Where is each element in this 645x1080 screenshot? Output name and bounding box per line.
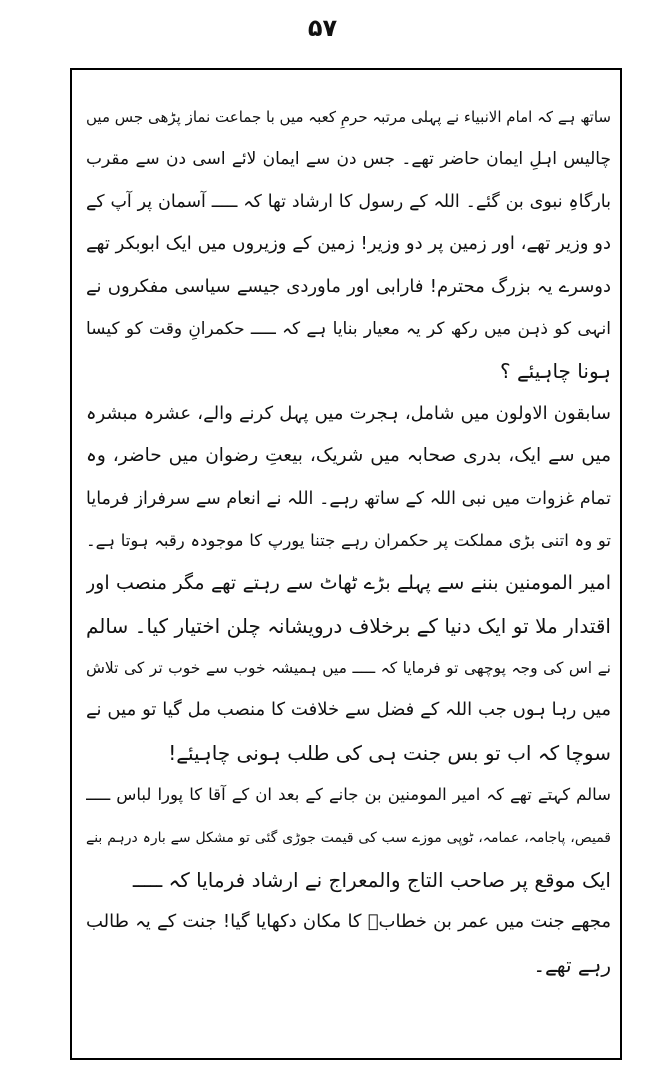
text-line-4: دو وزیر تھے، اور زمین پر دو وزیر! زمین کے وزیروں میں ایک ابوبکر تھے xyxy=(86,233,611,255)
text-line-12: امیر المومنین بننے سے پہلے بڑے ٹھاٹ سے رہتے تھے مگر منصب اور xyxy=(86,572,611,595)
text-line-16: سوچا کہ اب تو بس جنت ہی کی طلب ہونی چاہیئے! xyxy=(168,740,611,765)
text-line-10: تمام غزوات میں نبی اللہ کے ساتھ رہے۔ اللہ نے انعام سے سرفراز فرمایا xyxy=(86,488,611,509)
text-line-3: بارگاہِ نبوی بن گئے۔ اللہ کے رسول کا ارشاد تھا کہ ـــــ آسمان پر آپ کے xyxy=(86,191,611,212)
text-line-19: ایک موقع پر صاحب التاج والمعراج نے ارشاد فرمایا کہ ـــــ xyxy=(132,868,611,893)
text-line-1: ساتھ ہے کہ امام الانبیاء نے پہلی مرتبہ حرمِ کعبہ میں با جماعت نماز پڑھی جس میں xyxy=(86,108,611,126)
body-text xyxy=(86,96,611,986)
text-line-17: سالم کہتے تھے کہ امیر المومنین بن جانے کے بعد ان کے آقا کا پورا لباس ـــــ xyxy=(86,785,611,805)
text-line-18: قمیص، پاجامہ، عمامہ، ٹوپی موزے سب کی قیمت جوڑی گئی تو مشکل سے بارہ درہم بنے xyxy=(86,829,611,846)
text-line-20: مجھے جنت میں عمر بن خطابؓ کا مکان دکھایا گیا! جنت کے یہ طالب xyxy=(86,911,611,933)
text-line-13: اقتدار ملا تو ایک دنیا کے برخلاف درویشانہ چلن اختیار کیا۔ سالم xyxy=(86,613,611,638)
text-line-21: رہے تھے۔ xyxy=(533,952,611,977)
text-line-14: نے اس کی وجہ پوچھی تو فرمایا کہ ـــــ میں ہمیشہ خوب سے خوب تر کی تلاش xyxy=(86,659,611,678)
text-line-9: میں سے ایک، بدری صحابہ میں شریک، بیعتِ رضوان میں حاضر، وہ xyxy=(86,445,611,467)
text-line-2: چالیس اہلِ ایمان حاضر تھے۔ جس دن سے ایمان لائے اسی دن سے مقرب xyxy=(86,149,611,170)
text-line-11: تو وہ اتنی بڑی مملکت پر حکمران رہے جتنا یورپ کا موجودہ رقبہ ہوتا ہے۔ xyxy=(86,530,611,550)
text-line-6: انہی کو ذہن میں رکھ کر یہ معیار بنایا ہے کہ ـــــ حکمرانِ وقت کو کیسا xyxy=(86,318,611,339)
page-number: ۵۷ xyxy=(307,14,338,42)
text-line-8: سابقون الاولون میں شامل، ہجرت میں پہل کرنے والے، عشرہ مبشرہ xyxy=(86,402,611,424)
text-line-7: ہونا چاہیئے ؟ xyxy=(499,359,611,384)
text-line-5: دوسرے یہ بزرگ محترم! فارابی اور ماوردی جیسے سیاسی مفکروں نے xyxy=(86,275,611,297)
text-line-15: میں رہا ہوں جب اللہ کے فضل سے خلافت کا منصب مل گیا تو میں نے xyxy=(86,699,611,721)
